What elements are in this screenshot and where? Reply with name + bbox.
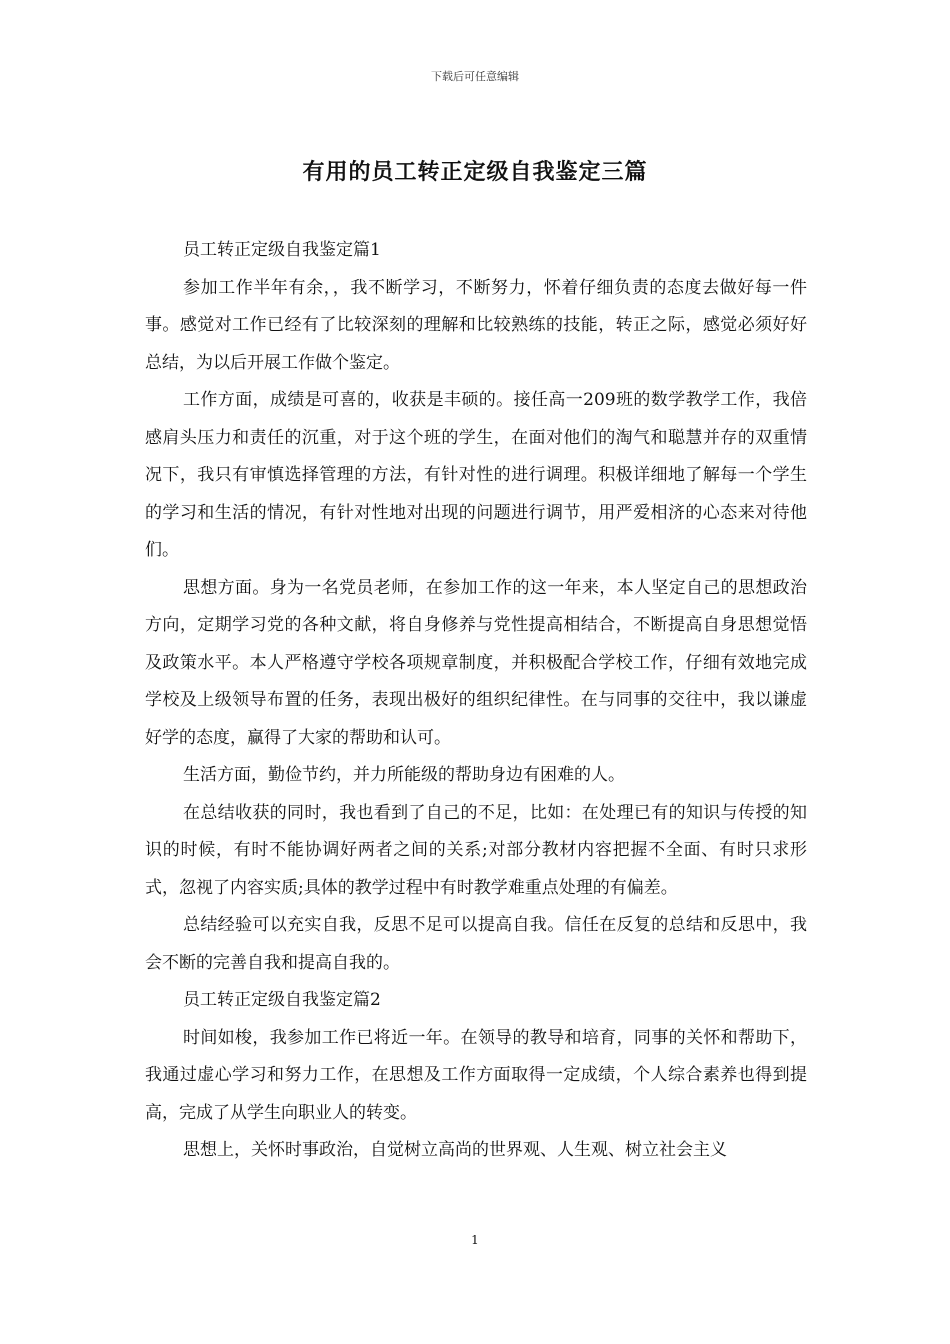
paragraph: 思想方面。身为一名党员老师，在参加工作的这一年来，本人坚定自己的思想政治方向，定期学习党的各种文献，将自身修养与党性提高相结合，不断提高自身思想觉悟及政策水平。本人严格遵守学校各项规章制度，并积极配合学校工作，仔细有效地完成学校及上级领导布置的任务，表现出极好的组织纪律性。在与同事的交往中，我以谦虚好学的态度，赢得了大家的帮助和认可。 xyxy=(145,577,807,748)
paragraph: 时间如梭，我参加工作已将近一年。在领导的教导和培育，同事的关怀和帮助下，我通过虚心学习和努力工作，在思想及工作方面取得一定成绩，个人综合素养也得到提高，完成了从学生向职业人的转变。 xyxy=(145,1027,807,1123)
section-heading-1: 员工转正定级自我鉴定篇1 xyxy=(183,240,381,260)
paragraph: 生活方面，勤俭节约，并力所能级的帮助身边有困难的人。 xyxy=(183,765,625,785)
paragraph: 总结经验可以充实自我，反思不足可以提高自我。信任在反复的总结和反思中，我会不断的完善自我和提高自我的。 xyxy=(145,915,807,973)
document-body xyxy=(145,232,807,1170)
paragraph: 工作方面，成绩是可喜的，收获是丰硕的。接任高一209班的数学教学工作，我倍感肩头压力和责任的沉重，对于这个班的学生，在面对他们的淘气和聪慧并存的双重情况下，我只有审慎选择管理的方法，有针对性的进行调理。积极详细地了解每一个学生的学习和生活的情况，有针对性地对出现的问题进行调节，用严爱相济的心态来对待他们。 xyxy=(145,390,807,560)
page-number: 1 xyxy=(471,1233,479,1247)
paragraph: 在总结收获的同时，我也看到了自己的不足，比如：在处理已有的知识与传授的知识的时候，有时不能协调好两者之间的关系;对部分教材内容把握不全面、有时只求形式，忽视了内容实质;具体的教学过程中有时教学难重点处理的有偏差。 xyxy=(145,802,807,898)
header-note: 下载后可任意编辑 xyxy=(431,70,519,83)
paragraph: 思想上，关怀时事政治，自觉树立高尚的世界观、人生观、树立社会主义 xyxy=(183,1140,727,1160)
document-title: 有用的员工转正定级自我鉴定三篇 xyxy=(302,159,648,185)
section-heading-2: 员工转正定级自我鉴定篇2 xyxy=(183,990,381,1010)
paragraph: 参加工作半年有余，，我不断学习，不断努力，怀着仔细负责的态度去做好每一件事。感觉对工作已经有了比较深刻的理解和比较熟练的技能，转正之际，感觉必须好好总结，为以后开展工作做个鉴定。 xyxy=(145,277,807,373)
